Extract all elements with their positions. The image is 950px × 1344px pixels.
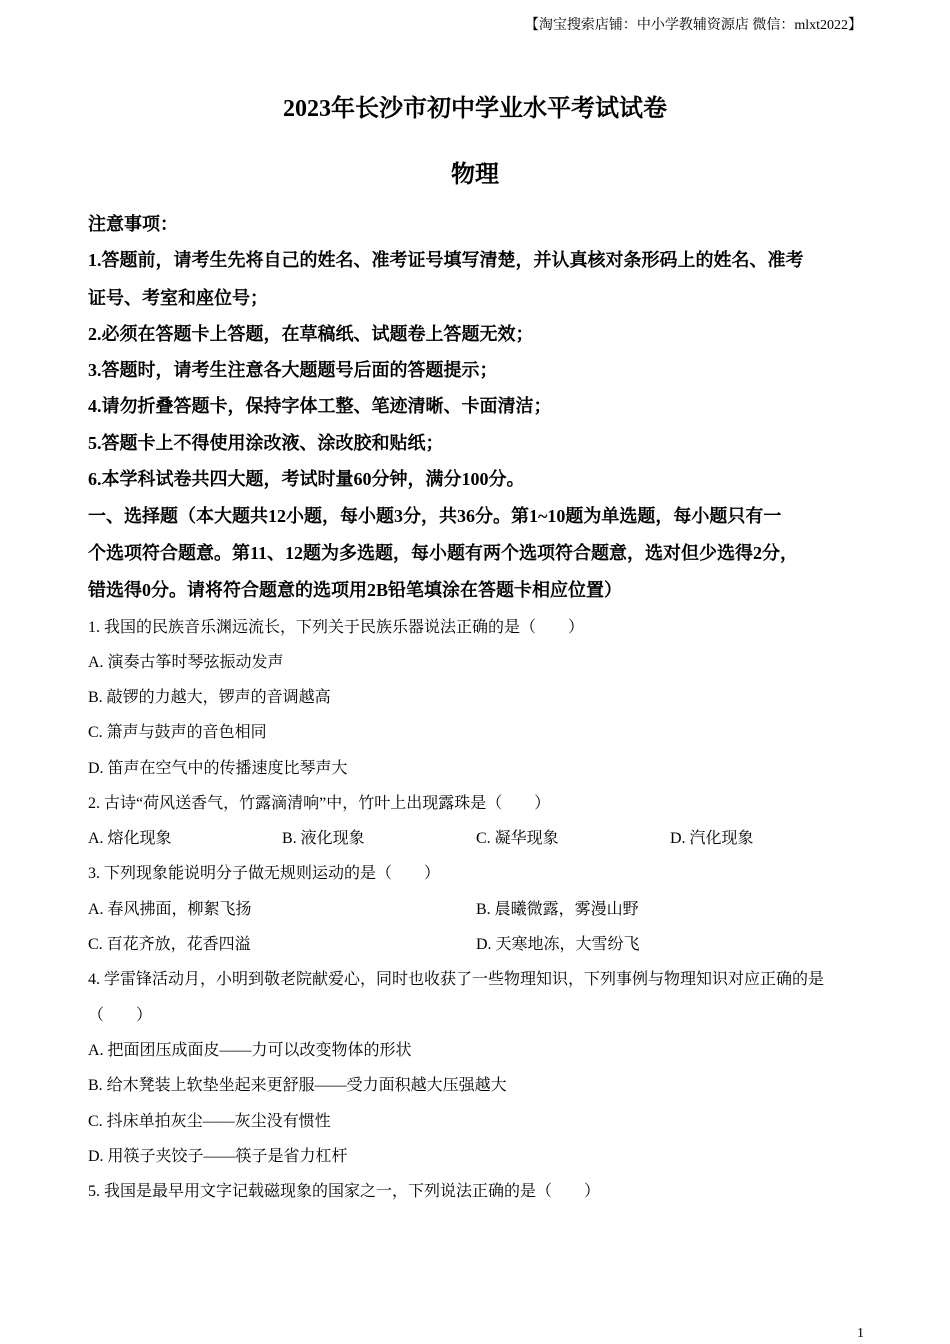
option: D. 笛声在空气中的传播速度比琴声大 — [88, 760, 348, 777]
header-watermark: 【淘宝搜索店铺：中小学教辅资源店 微信：mlxt2022】 — [524, 18, 862, 33]
notice-item: 4.请勿折叠答题卡，保持字体工整、笔迹清晰、卡面清洁； — [88, 396, 552, 416]
option: B. 给木凳装上软垫坐起来更舒服——受力面积越大压强越大 — [88, 1077, 507, 1094]
option: A. 春风拂面，柳絮飞扬 — [88, 901, 252, 918]
option: C. 百花齐放，花香四溢 — [88, 936, 251, 953]
section-heading: 一、选择题（本大题共12小题，每小题3分，共36分。第1~10题为单选题，每小题只有一 — [88, 506, 782, 526]
section-heading: 错选得0分。请将符合题意的选项用2B铅笔填涂在答题卡相应位置） — [88, 580, 623, 600]
option: B. 晨曦微露，雾漫山野 — [476, 901, 639, 918]
option: B. 液化现象 — [282, 830, 365, 847]
page-number: 1 — [857, 1326, 864, 1341]
notice-item: 5.答题卡上不得使用涂改液、涂改胶和贴纸； — [88, 433, 444, 453]
question-stem: 5. 我国是最早用文字记载磁现象的国家之一，下列说法正确的是（ ） — [88, 1183, 601, 1200]
question-stem-continued: （ ） — [88, 1007, 153, 1024]
option: D. 天寒地冻，大雪纷飞 — [476, 936, 640, 953]
option: C. 箫声与鼓声的音色相同 — [88, 724, 267, 741]
notice-item: 证号、考室和座位号； — [88, 288, 268, 308]
question-stem: 3. 下列现象能说明分子做无规则运动的是（ ） — [88, 865, 441, 882]
question-stem: 4. 学雷锋活动月，小明到敬老院献爱心，同时也收获了一些物理知识，下列事例与物理知识对应正确的是 — [88, 971, 825, 988]
exam-title: 2023年长沙市初中学业水平考试试卷 — [283, 96, 667, 122]
question-stem: 1. 我国的民族音乐渊远流长，下列关于民族乐器说法正确的是（ ） — [88, 619, 585, 636]
option: A. 演奏古筝时琴弦振动发声 — [88, 654, 284, 671]
notice-item: 1.答题前，请考生先将自己的姓名、准考证号填写清楚，并认真核对条形码上的姓名、准考 — [88, 250, 804, 270]
notice-heading: 注意事项： — [88, 214, 178, 234]
question-stem: 2. 古诗“荷风送香气，竹露滴清响”中，竹叶上出现露珠是（ ） — [88, 795, 551, 812]
subject-title: 物理 — [451, 162, 499, 188]
option: C. 凝华现象 — [476, 830, 559, 847]
section-heading: 个选项符合题意。第11、12题为多选题，每小题有两个选项符合题意，选对但少选得2分， — [88, 543, 799, 563]
option: D. 用筷子夹饺子——筷子是省力杠杆 — [88, 1148, 348, 1165]
option: A. 熔化现象 — [88, 830, 172, 847]
option: C. 抖床单拍灰尘——灰尘没有惯性 — [88, 1113, 331, 1130]
option: B. 敲锣的力越大，锣声的音调越高 — [88, 689, 331, 706]
notice-item: 6.本学科试卷共四大题，考试时量60分钟，满分100分。 — [88, 469, 525, 489]
option: A. 把面团压成面皮——力可以改变物体的形状 — [88, 1042, 412, 1059]
notice-item: 2.必须在答题卡上答题，在草稿纸、试题卷上答题无效； — [88, 324, 534, 344]
option: D. 汽化现象 — [670, 830, 754, 847]
notice-item: 3.答题时，请考生注意各大题题号后面的答题提示； — [88, 360, 498, 380]
